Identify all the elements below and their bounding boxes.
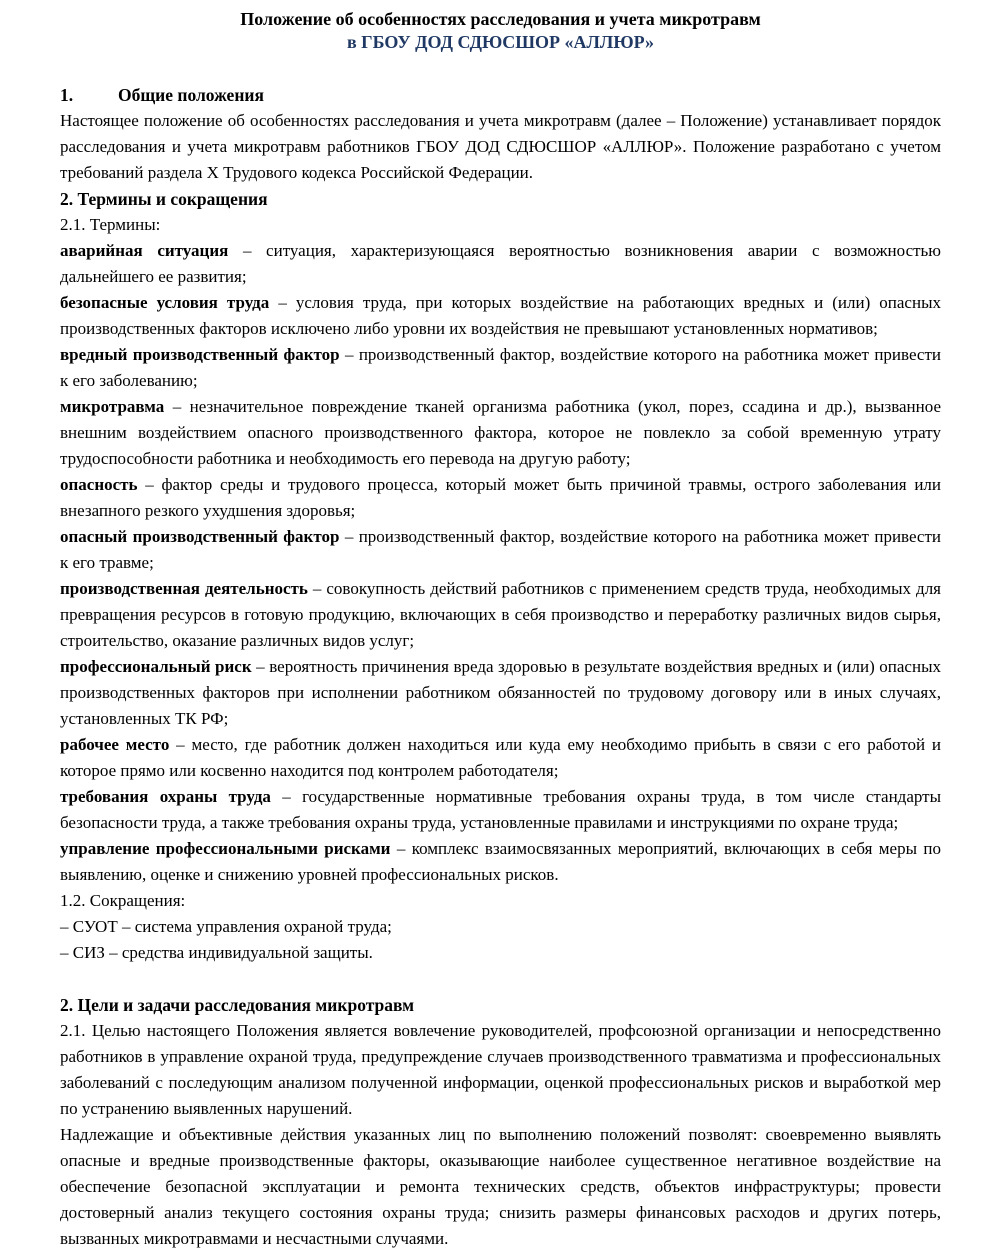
term-definition — [60, 654, 941, 732]
term-text: – совокупность действий работников с применением средств труда, необходимых для превращения ресурсов в готовую продукцию, включающих в себя производство и переработку различных видов сырья, строительство, оказание различных видов услуг; — [60, 579, 941, 650]
term-definition — [60, 238, 941, 290]
term-definition — [60, 394, 941, 472]
section-goals-paragraph-1: 2.1. Целью настоящего Положения является вовлечение руководителей, профсоюзной организации и непосредственно работников в управление охраной труда, предупреждение случаев производственного травматизма и профессиональных заболеваний с последующим анализом полученной информации, оценкой профессиональных рисков и выработкой мер по устранению выявленных нарушений. — [60, 1021, 941, 1118]
section-terms-heading: 2. Термины и сокращения — [60, 189, 268, 209]
term-name: опасный производственный фактор — [60, 527, 340, 546]
abbreviation-item: – СИЗ – средства индивидуальной защиты. — [60, 943, 373, 962]
term-name: аварийная ситуация — [60, 241, 229, 260]
term-definition — [60, 732, 941, 784]
term-text: – условия труда, при которых воздействие на работающих вредных и (или) опасных производственных факторов исключено либо уровни их воздействия не превышают установленных нормативов; — [60, 293, 941, 338]
term-name: рабочее место — [60, 735, 170, 754]
term-definition — [60, 342, 941, 394]
term-text: – фактор среды и трудового процесса, который может быть причиной травмы, острого заболевания или внезапного резкого ухудшения здоровья; — [60, 475, 941, 520]
term-definition — [60, 472, 941, 524]
term-name: управление профессиональными рисками — [60, 839, 391, 858]
term-text: – место, где работник должен находиться или куда ему необходимо прибыть в связи с его работой и которое прямо или косвенно находится под контролем работодателя; — [60, 735, 941, 780]
term-definition — [60, 576, 941, 654]
term-text: – комплекс взаимосвязанных мероприятий, включающих в себя меры по выявлению, оценке и снижению уровней профессиональных рисков. — [60, 839, 941, 884]
term-name: требования охраны труда — [60, 787, 271, 806]
term-definition — [60, 524, 941, 576]
term-name: вредный производственный фактор — [60, 345, 340, 364]
section-goals-paragraph-2: Надлежащие и объективные действия указанных лиц по выполнению положений позволят: своевременно выявлять опасные и вредные производственные факторы, оказывающие наиболее существенное негативное воздействие на обеспечение безопасной эксплуатации и ремонта технических средств, объектов инфраструктуры; провести достоверный анализ текущего состояния охраны труда; снизить размеры финансовых расходов и других потерь, вызванных микротравмами и несчастными случаями. — [60, 1125, 941, 1248]
section-general-title: Общие положения — [118, 85, 264, 105]
title-line-2: в ГБОУ ДОД СДЮСШОР «АЛЛЮР» — [346, 32, 655, 52]
term-text: – незначительное повреждение тканей организма работника (укол, порез, ссадина и др.), вызванное внешним воздействием опасного производственного фактора, которое не повлекло за собой временную утрату трудоспособности работника и необходимость его перевода на другую работу; — [60, 397, 941, 468]
term-text: – государственные нормативные требования охраны труда, в том числе стандарты безопасности труда, а также требования охраны труда, установленные правилами и инструкциями по охране труда; — [60, 787, 941, 832]
term-text: – ситуация, характеризующаяся вероятностью возникновения аварии с возможностью дальнейшего ее развития; — [60, 241, 941, 286]
term-definition — [60, 836, 941, 888]
section-general-body: Настоящее положение об особенностях расследования и учета микротравм (далее – Положение) устанавливает порядок расследования и учета микротравм работников ГБОУ ДОД СДЮСШОР «АЛЛЮР». Положение разработано с учетом требований раздела X Трудового кодекса Российской Федерации. — [60, 111, 941, 182]
term-name: производственная деятельность — [60, 579, 308, 598]
term-name: опасность — [60, 475, 138, 494]
term-name: профессиональный риск — [60, 657, 252, 676]
term-text: – производственный фактор, воздействие которого на работника может привести к его травме; — [60, 527, 942, 572]
term-name: безопасные условия труда — [60, 293, 270, 312]
section-general-number: 1. — [60, 85, 74, 105]
abbreviation-item: – СУОТ – система управления охраной труда; — [60, 917, 392, 936]
abbreviations-label: 1.2. Сокращения: — [60, 891, 186, 910]
section-goals-heading: 2. Цели и задачи расследования микротравм — [60, 995, 415, 1015]
term-text: – вероятность причинения вреда здоровью в результате воздействия вредных и (или) опасных производственных факторов при исполнении работником обязанностей по трудовому договору или в иных случаях, установленных ТК РФ; — [60, 657, 941, 728]
term-text: – производственный фактор, воздействие которого на работника может привести к его заболеванию; — [60, 345, 941, 390]
title-line-1: Положение об особенностях расследования и учета микротравм — [240, 9, 761, 29]
term-name: микротравма — [60, 397, 165, 416]
term-definition — [60, 784, 941, 836]
section-general-heading — [60, 82, 941, 108]
document-title — [60, 8, 941, 54]
term-definition — [60, 290, 941, 342]
terms-label: 2.1. Термины: — [60, 215, 161, 234]
